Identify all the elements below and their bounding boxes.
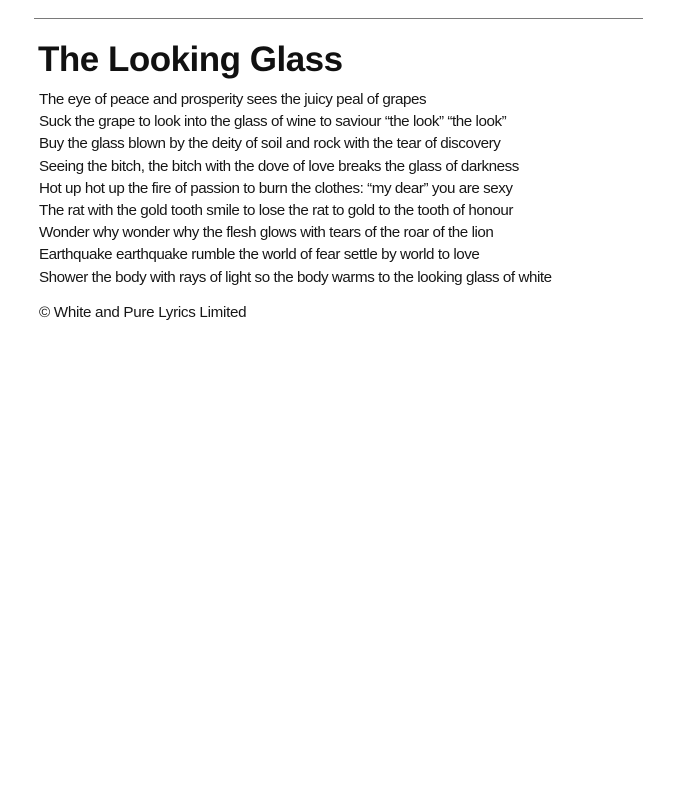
lyric-line: Wonder why wonder why the flesh glows with tears of the roar of the lion — [39, 224, 494, 242]
copyright-notice: © White and Pure Lyrics Limited — [39, 304, 247, 321]
lyric-line: Hot up hot up the fire of passion to burn the clothes: “my dear” you are sexy — [39, 179, 513, 197]
lyric-line: Suck the grape to look into the glass of wine to saviour “the look” “the look” — [39, 113, 507, 131]
lyric-line: Shower the body with rays of light so the body warms to the looking glass of white — [39, 268, 552, 286]
lyrics-block — [39, 89, 552, 289]
top-divider — [34, 18, 643, 19]
lyric-line: Earthquake earthquake rumble the world of fear settle by world to love — [39, 246, 480, 264]
lyric-line: Buy the glass blown by the deity of soil and rock with the tear of discovery — [39, 135, 501, 153]
lyric-line: Seeing the bitch, the bitch with the dove of love breaks the glass of darkness — [39, 157, 519, 175]
page-title: The Looking Glass — [38, 40, 343, 79]
lyric-line: The rat with the gold tooth smile to lose the rat to gold to the tooth of honour — [39, 202, 513, 220]
lyric-line: The eye of peace and prosperity sees the juicy peal of grapes — [39, 91, 427, 108]
